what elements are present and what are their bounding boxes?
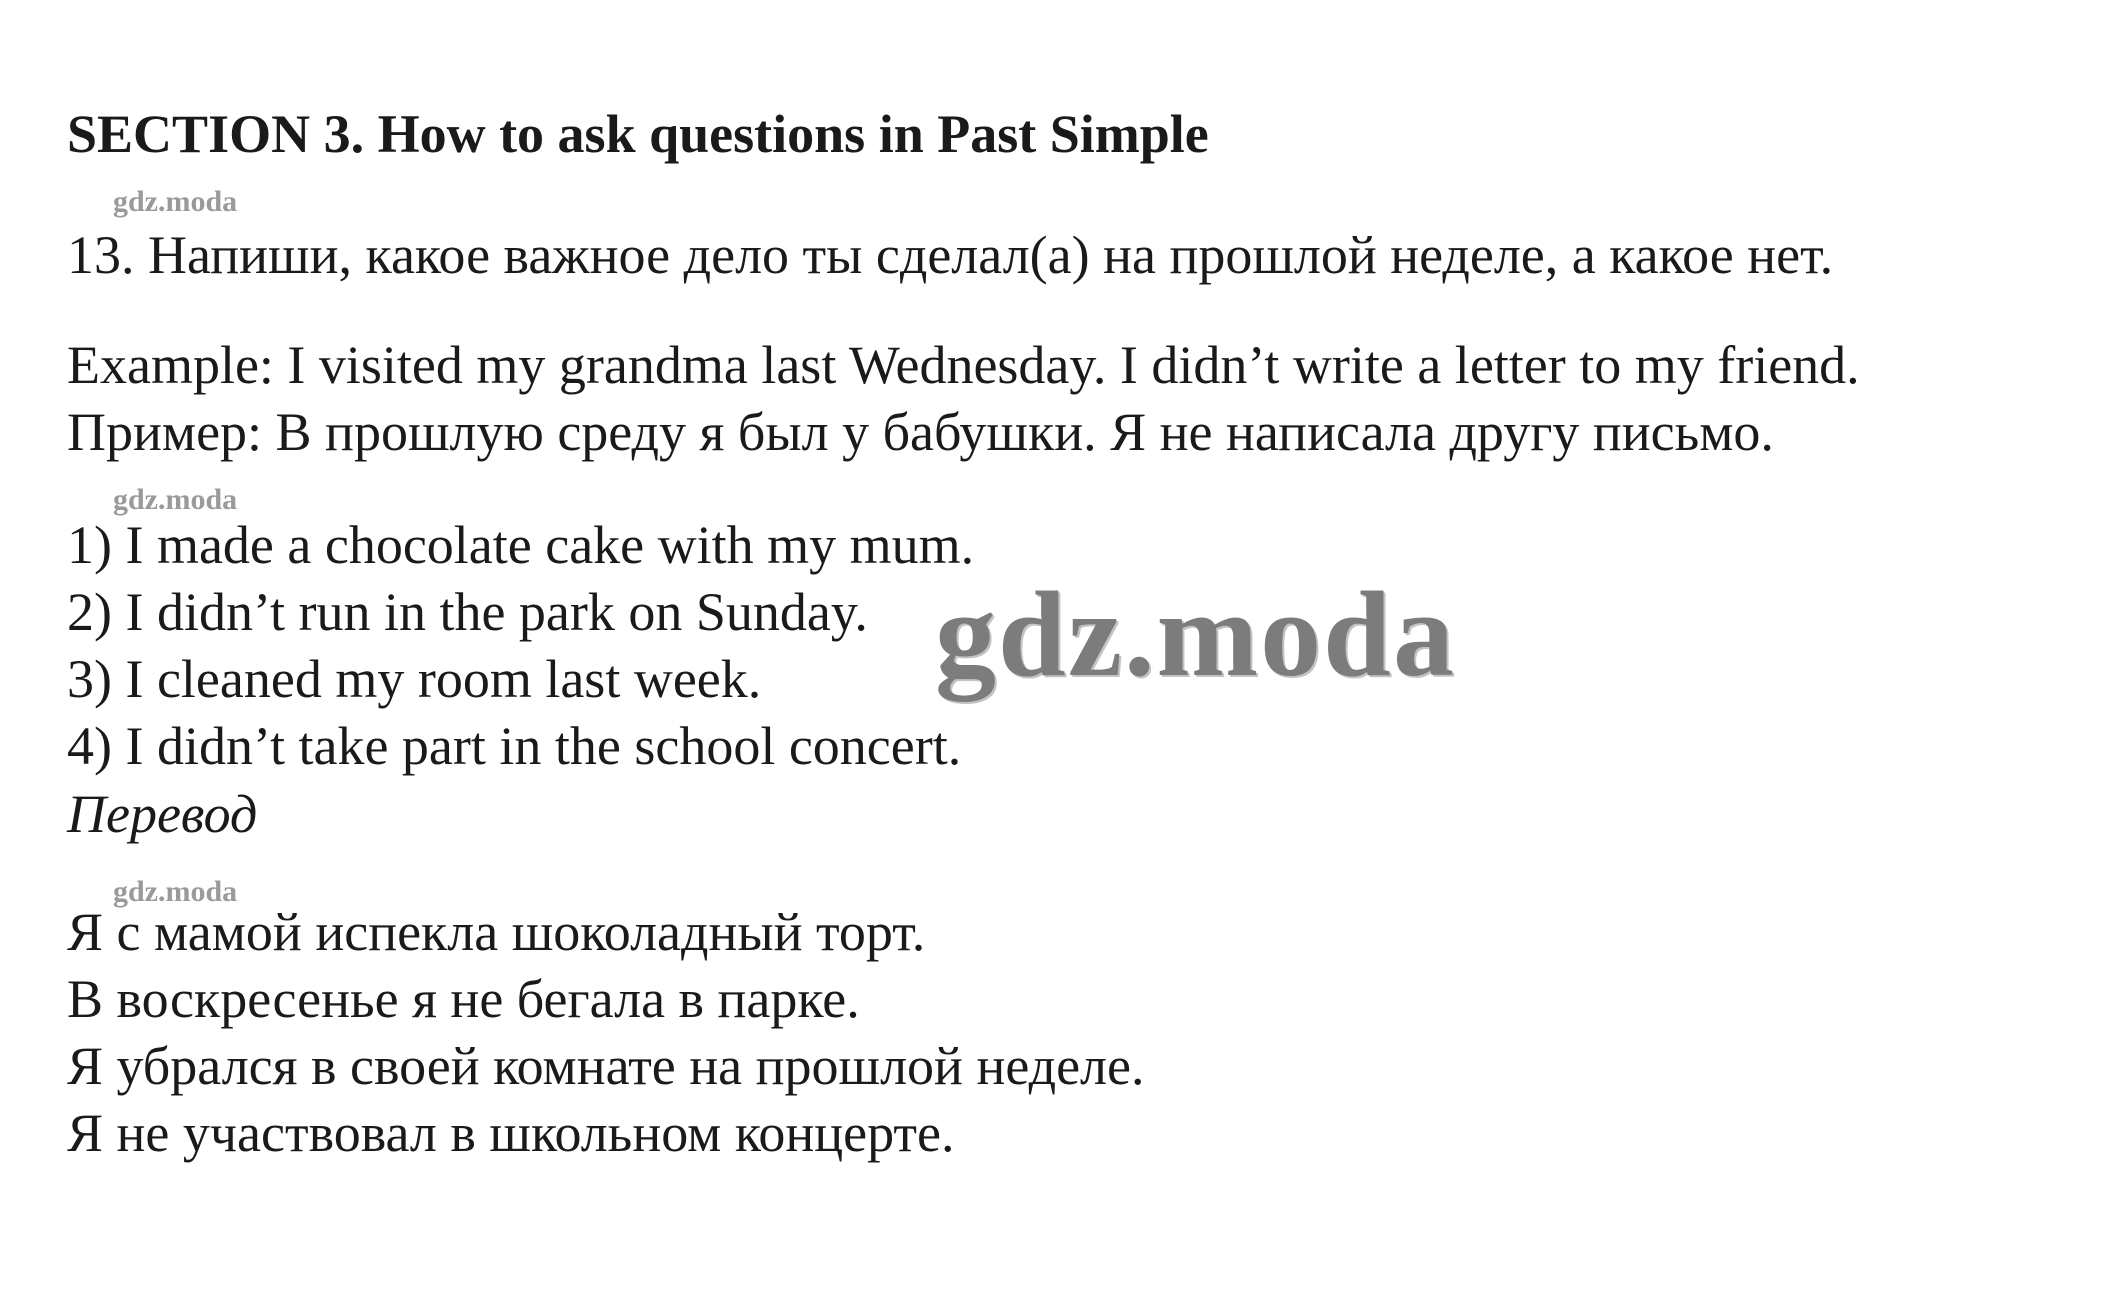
watermark-small-3: gdz.moda bbox=[113, 875, 238, 908]
watermark-large: gdz.moda bbox=[935, 567, 1456, 702]
translation-2: В воскресенье я не бегала в парке. bbox=[67, 969, 860, 1029]
answer-3: 3) I cleaned my room last week. bbox=[67, 649, 762, 709]
answer-4: 4) I didn’t take part in the school concert. bbox=[67, 716, 962, 776]
translation-3: Я убрался в своей комнате на прошлой неделе. bbox=[67, 1036, 1145, 1096]
translation-1: Я с мамой испекла шоколадный торт. bbox=[67, 902, 926, 962]
watermark-small-1: gdz.moda bbox=[113, 185, 238, 218]
watermark-small-2: gdz.moda bbox=[113, 483, 238, 516]
example-russian: Пример: В прошлую среду я был у бабушки. Я не написала другу письмо. bbox=[67, 402, 1774, 462]
answer-2: 2) I didn’t run in the park on Sunday. bbox=[67, 582, 868, 642]
example-english: Example: I visited my grandma last Wednesday. I didn’t write a letter to my friend. bbox=[67, 335, 1860, 395]
answer-1: 1) I made a chocolate cake with my mum. bbox=[67, 515, 975, 575]
task-text: 13. Напиши, какое важное дело ты сделал(а) на прошлой неделе, а какое нет. bbox=[67, 225, 1834, 285]
translation-heading: Перевод bbox=[67, 784, 258, 844]
section-title: SECTION 3. How to ask questions in Past Simple bbox=[67, 104, 1209, 164]
translation-4: Я не участвовал в школьном концерте. bbox=[67, 1103, 955, 1163]
